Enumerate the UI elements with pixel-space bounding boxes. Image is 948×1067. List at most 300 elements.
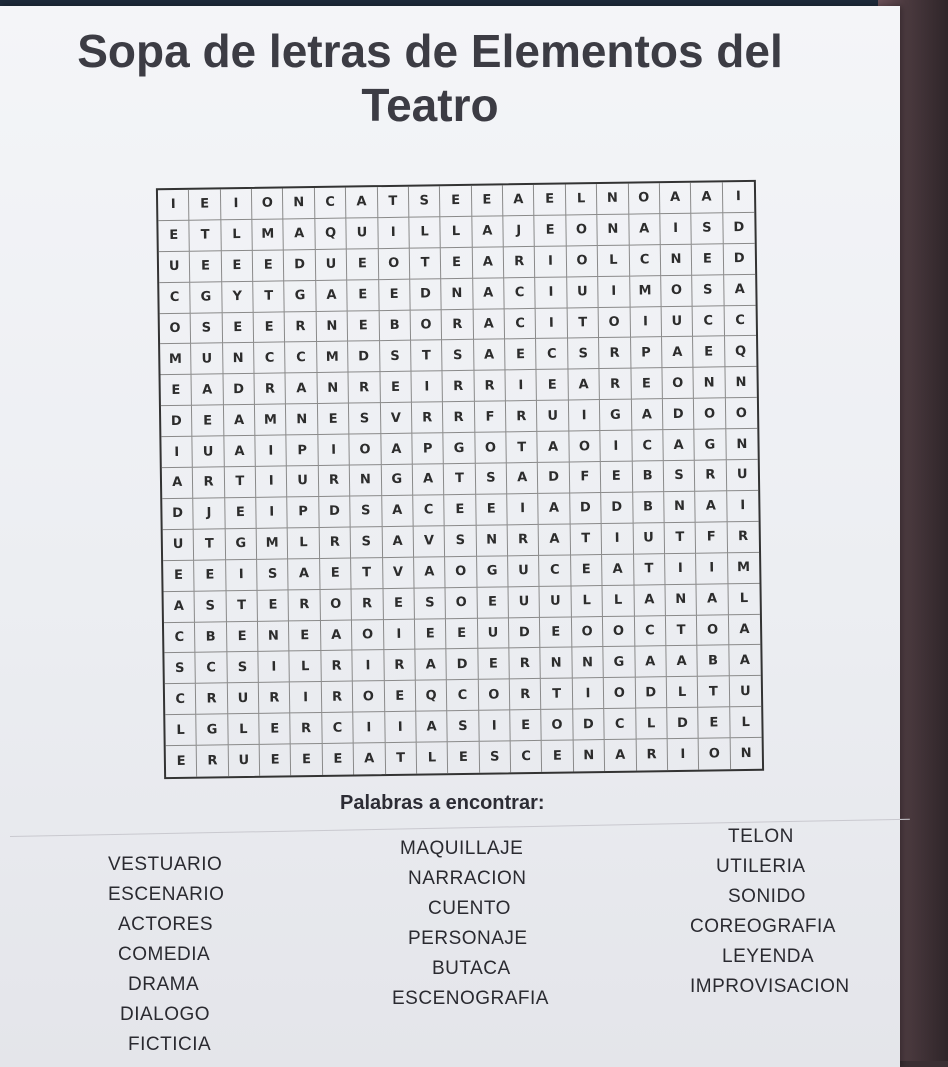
grid-cell: S xyxy=(351,527,383,558)
grid-cell: R xyxy=(321,651,353,682)
grid-cell: N xyxy=(541,648,573,679)
grid-cell: S xyxy=(475,463,507,494)
grid-cell: R xyxy=(695,460,727,491)
grid-cell: E xyxy=(348,311,380,342)
grid-cell: E xyxy=(222,312,254,343)
grid-cell: D xyxy=(161,406,193,437)
grid-cell: L xyxy=(409,217,441,248)
grid-cell: S xyxy=(568,339,600,370)
grid-cell: O xyxy=(475,433,507,464)
grid-cell: A xyxy=(539,524,571,555)
grid-cell: E xyxy=(192,406,224,437)
grid-cell: D xyxy=(723,213,755,244)
grid-cell: U xyxy=(228,683,260,714)
grid-cell: E xyxy=(537,370,569,401)
grid-cell: R xyxy=(319,527,351,558)
grid-cell: L xyxy=(228,714,260,745)
grid-cell: S xyxy=(164,653,196,684)
grid-cell: S xyxy=(692,275,724,306)
grid-cell: A xyxy=(660,183,692,214)
grid-cell: C xyxy=(604,709,636,740)
grid-cell: V xyxy=(414,526,446,557)
grid-cell: R xyxy=(352,589,384,620)
grid-cell: A xyxy=(354,743,386,774)
grid-cell: T xyxy=(253,281,285,312)
grid-cell: U xyxy=(537,401,569,432)
grid-cell: U xyxy=(163,530,195,561)
grid-cell: E xyxy=(347,280,379,311)
grid-cell: A xyxy=(224,405,256,436)
grid-cell: I xyxy=(665,553,697,584)
grid-cell: V xyxy=(383,557,415,588)
grid-cell: C xyxy=(504,278,536,309)
word-list-item: CUENTO xyxy=(428,898,511,919)
grid-cell: A xyxy=(316,280,348,311)
grid-cell: U xyxy=(729,676,761,707)
grid-cell: M xyxy=(255,405,287,436)
grid-cell: E xyxy=(166,746,198,777)
grid-cell: A xyxy=(634,585,666,616)
grid-cell: D xyxy=(723,244,755,275)
grid-cell: T xyxy=(410,248,442,279)
grid-cell: L xyxy=(290,651,322,682)
grid-cell: R xyxy=(504,247,536,278)
grid-cell: S xyxy=(448,711,480,742)
grid-cell: N xyxy=(665,584,697,615)
grid-cell: E xyxy=(258,590,290,621)
grid-cell: S xyxy=(445,526,477,557)
grid-cell: M xyxy=(252,219,284,250)
grid-cell: O xyxy=(604,678,636,709)
word-list-item: FICTICIA xyxy=(128,1034,212,1055)
grid-cell: G xyxy=(191,282,223,313)
grid-cell: A xyxy=(697,584,729,615)
grid-cell: O xyxy=(542,710,574,741)
grid-cell: N xyxy=(726,429,758,460)
grid-cell: S xyxy=(442,340,474,371)
grid-cell: B xyxy=(195,622,227,653)
grid-cell: D xyxy=(223,374,255,405)
grid-cell: U xyxy=(228,745,260,776)
grid-cell: M xyxy=(317,342,349,373)
grid-cell: L xyxy=(288,528,320,559)
grid-cell: E xyxy=(510,710,542,741)
grid-cell: R xyxy=(599,338,631,369)
grid-cell: A xyxy=(224,436,256,467)
grid-cell: L xyxy=(441,217,473,248)
grid-cell: T xyxy=(570,524,602,555)
word-list-item: PERSONAJE xyxy=(408,928,528,949)
grid-cell: U xyxy=(478,618,510,649)
grid-cell: L xyxy=(571,586,603,617)
grid-cell: A xyxy=(192,375,224,406)
grid-cell: I xyxy=(161,437,193,468)
grid-cell: G xyxy=(225,529,257,560)
grid-cell: N xyxy=(283,188,315,219)
grid-cell: P xyxy=(288,497,320,528)
grid-cell: A xyxy=(635,647,667,678)
grid-cell: A xyxy=(472,216,504,247)
grid-cell: S xyxy=(191,313,223,344)
grid-cell: B xyxy=(632,461,664,492)
grid-cell: D xyxy=(667,708,699,739)
grid-cell: I xyxy=(536,308,568,339)
grid-cell: D xyxy=(348,342,380,373)
grid-cell: A xyxy=(662,337,694,368)
grid-cell: I xyxy=(668,739,700,770)
grid-cell: E xyxy=(476,494,508,525)
grid-cell: E xyxy=(415,619,447,650)
grid-cell: O xyxy=(320,589,352,620)
grid-cell: G xyxy=(444,433,476,464)
grid-cell: R xyxy=(509,648,541,679)
grid-cell: S xyxy=(479,741,511,772)
grid-cell: I xyxy=(573,678,605,709)
grid-cell: N xyxy=(476,525,508,556)
grid-cell: I xyxy=(569,400,601,431)
grid-cell: A xyxy=(666,646,698,677)
grid-cell: I xyxy=(507,494,539,525)
grid-cell: G xyxy=(381,465,413,496)
grid-cell: A xyxy=(473,309,505,340)
grid-cell: I xyxy=(479,711,511,742)
grid-cell: O xyxy=(566,215,598,246)
grid-cell: E xyxy=(535,215,567,246)
grid-cell: B xyxy=(379,310,411,341)
grid-cell: E xyxy=(692,244,724,275)
grid-cell: E xyxy=(472,185,504,216)
grid-cell: I xyxy=(353,650,385,681)
grid-cell: I xyxy=(353,712,385,743)
grid-cell: A xyxy=(415,650,447,681)
grid-cell: E xyxy=(227,621,259,652)
grid-cell: D xyxy=(319,496,351,527)
grid-cell: O xyxy=(252,188,284,219)
grid-cell: U xyxy=(287,466,319,497)
grid-cell: I xyxy=(536,277,568,308)
grid-cell: S xyxy=(350,496,382,527)
grid-cell: B xyxy=(633,492,665,523)
grid-cell: I xyxy=(535,246,567,277)
grid-cell: A xyxy=(382,526,414,557)
grid-cell: E xyxy=(542,741,574,772)
grid-cell: E xyxy=(380,372,412,403)
grid-cell: R xyxy=(600,369,632,400)
page-title xyxy=(0,24,860,132)
word-list-item: COREOGRAFIA xyxy=(690,916,836,937)
grid-cell: A xyxy=(507,463,539,494)
grid-cell: U xyxy=(540,586,572,617)
grid-cell: E xyxy=(693,337,725,368)
grid-cell: A xyxy=(663,430,695,461)
grid-cell: V xyxy=(381,403,413,434)
grid-cell: L xyxy=(636,708,668,739)
grid-cell: L xyxy=(728,583,760,614)
grid-cell: T xyxy=(698,677,730,708)
grid-cell: C xyxy=(693,306,725,337)
grid-cell: E xyxy=(253,250,285,281)
grid-cell: E xyxy=(379,279,411,310)
grid-cell: C xyxy=(315,188,347,219)
grid-cell: M xyxy=(630,276,662,307)
word-list-item: SONIDO xyxy=(728,886,806,907)
grid-cell: F xyxy=(475,402,507,433)
grid-cell: I xyxy=(696,553,728,584)
grid-cell: D xyxy=(162,499,194,530)
grid-cell: U xyxy=(316,249,348,280)
grid-cell: T xyxy=(444,464,476,495)
grid-cell: U xyxy=(191,344,223,375)
word-list-item: COMEDIA xyxy=(118,944,211,965)
grid-cell: O xyxy=(353,681,385,712)
grid-cell: J xyxy=(194,498,226,529)
grid-cell: E xyxy=(222,251,254,282)
grid-cell: E xyxy=(259,714,291,745)
grid-cell: N xyxy=(316,311,348,342)
grid-cell: D xyxy=(635,677,667,708)
grid-cell: S xyxy=(664,461,696,492)
grid-cell: A xyxy=(346,187,378,218)
grid-cell: I xyxy=(660,214,692,245)
title-line-2: Teatro xyxy=(361,79,499,131)
grid-cell: E xyxy=(477,587,509,618)
grid-cell: P xyxy=(631,338,663,369)
word-list-item: LEYENDA xyxy=(722,946,815,967)
word-list-item: DRAMA xyxy=(128,974,200,995)
grid-cell: C xyxy=(632,430,664,461)
grid-cell: R xyxy=(193,467,225,498)
grid-cell: A xyxy=(539,493,571,524)
grid-cell: D xyxy=(447,649,479,680)
grid-cell: M xyxy=(160,344,192,375)
grid-cell: F xyxy=(570,462,602,493)
grid-cell: C xyxy=(159,282,191,313)
grid-cell: I xyxy=(385,712,417,743)
grid-cell: N xyxy=(350,465,382,496)
grid-cell: L xyxy=(730,707,762,738)
grid-cell: N xyxy=(661,245,693,276)
grid-cell: R xyxy=(510,679,542,710)
grid-cell: U xyxy=(347,218,379,249)
grid-cell: E xyxy=(347,249,379,280)
grid-cell: E xyxy=(445,495,477,526)
grid-cell: L xyxy=(566,184,598,215)
grid-cell: T xyxy=(226,590,258,621)
grid-cell: A xyxy=(286,373,318,404)
grid-cell: A xyxy=(381,434,413,465)
grid-cell: C xyxy=(165,684,197,715)
grid-cell: Q xyxy=(315,218,347,249)
grid-cell: O xyxy=(599,307,631,338)
grid-cell: T xyxy=(411,341,443,372)
grid-cell: D xyxy=(538,463,570,494)
grid-cell: S xyxy=(414,588,446,619)
grid-cell: T xyxy=(190,220,222,251)
words-heading: Palabras a encontrar: xyxy=(340,792,545,814)
grid-cell: D xyxy=(570,493,602,524)
grid-cell: N xyxy=(572,647,604,678)
grid-cell: A xyxy=(605,740,637,771)
grid-cell: I xyxy=(630,307,662,338)
grid-cell: E xyxy=(289,620,321,651)
grid-cell: M xyxy=(257,528,289,559)
grid-cell: O xyxy=(569,431,601,462)
grid-cell: T xyxy=(634,554,666,585)
grid-cell: D xyxy=(410,279,442,310)
grid-cell: Q xyxy=(725,336,757,367)
grid-cell: E xyxy=(383,588,415,619)
grid-cell: O xyxy=(662,368,694,399)
grid-cell: E xyxy=(601,462,633,493)
grid-cell: U xyxy=(633,523,665,554)
grid-cell: I xyxy=(158,190,190,221)
grid-cell: D xyxy=(573,709,605,740)
grid-cell: A xyxy=(164,591,196,622)
grid-cell: T xyxy=(541,679,573,710)
grid-cell: U xyxy=(567,277,599,308)
grid-cell: E xyxy=(189,189,221,220)
title-line-1: Sopa de letras de Elementos del xyxy=(77,25,783,77)
worksheet-page xyxy=(0,6,900,1067)
grid-cell: A xyxy=(321,620,353,651)
grid-cell: A xyxy=(729,614,761,645)
grid-cell: I xyxy=(256,466,288,497)
grid-cell: O xyxy=(160,313,192,344)
grid-cell: R xyxy=(727,522,759,553)
grid-cell: R xyxy=(508,525,540,556)
grid-cell: N xyxy=(597,215,629,246)
grid-cell: R xyxy=(285,312,317,343)
grid-cell: E xyxy=(323,744,355,775)
grid-cell: E xyxy=(254,312,286,343)
grid-cell: L xyxy=(165,715,197,746)
word-list-item: TELON xyxy=(728,826,794,847)
word-list-item: ESCENARIO xyxy=(108,884,225,905)
grid-cell: R xyxy=(291,713,323,744)
grid-cell: E xyxy=(698,707,730,738)
grid-cell: A xyxy=(414,557,446,588)
grid-cell: S xyxy=(349,403,381,434)
grid-cell: I xyxy=(255,436,287,467)
grid-cell: R xyxy=(636,739,668,770)
grid-cell: I xyxy=(600,431,632,462)
grid-cell: D xyxy=(284,250,316,281)
grid-cell: D xyxy=(509,617,541,648)
word-search-frame xyxy=(156,180,764,779)
grid-cell: T xyxy=(666,615,698,646)
grid-cell: C xyxy=(447,680,479,711)
grid-cell: O xyxy=(661,275,693,306)
grid-cell: O xyxy=(445,557,477,588)
grid-cell: U xyxy=(726,460,758,491)
grid-cell: G xyxy=(477,556,509,587)
grid-cell: A xyxy=(416,711,448,742)
grid-cell: A xyxy=(631,399,663,430)
grid-cell: I xyxy=(318,435,350,466)
grid-cell: O xyxy=(478,680,510,711)
grid-cell: O xyxy=(567,246,599,277)
grid-cell: I xyxy=(258,652,290,683)
grid-cell: A xyxy=(474,340,506,371)
grid-cell: J xyxy=(503,216,535,247)
word-list-item: VESTUARIO xyxy=(108,854,223,875)
grid-cell: T xyxy=(567,308,599,339)
grid-cell: R xyxy=(196,684,228,715)
grid-cell: O xyxy=(628,183,660,214)
grid-cell: C xyxy=(629,245,661,276)
grid-cell: T xyxy=(385,743,417,774)
grid-cell: S xyxy=(227,652,259,683)
grid-cell: E xyxy=(384,681,416,712)
grid-cell: N xyxy=(597,184,629,215)
grid-cell: N xyxy=(317,373,349,404)
grid-cell: R xyxy=(289,590,321,621)
word-list-item: ESCENOGRAFIA xyxy=(392,988,549,1009)
word-search-grid xyxy=(158,182,762,777)
grid-cell: G xyxy=(600,400,632,431)
grid-cell: E xyxy=(163,560,195,591)
grid-cell: S xyxy=(257,559,289,590)
grid-cell: C xyxy=(511,741,543,772)
grid-cell: E xyxy=(320,558,352,589)
grid-cell: O xyxy=(697,615,729,646)
grid-cell: A xyxy=(284,219,316,250)
grid-cell: C xyxy=(634,616,666,647)
grid-cell: N xyxy=(286,404,318,435)
grid-cell: C xyxy=(322,713,354,744)
grid-cell: R xyxy=(319,466,351,497)
grid-cell: U xyxy=(508,556,540,587)
grid-cell: D xyxy=(601,493,633,524)
grid-cell: A xyxy=(503,185,535,216)
grid-cell: R xyxy=(412,402,444,433)
grid-cell: R xyxy=(506,401,538,432)
grid-cell: I xyxy=(290,682,322,713)
grid-cell: O xyxy=(352,620,384,651)
grid-cell: N xyxy=(223,343,255,374)
grid-cell: A xyxy=(568,369,600,400)
grid-cell: C xyxy=(286,342,318,373)
grid-cell: I xyxy=(378,218,410,249)
grid-cell: L xyxy=(221,220,253,251)
grid-cell: T xyxy=(377,187,409,218)
grid-cell: U xyxy=(661,306,693,337)
grid-cell: E xyxy=(441,248,473,279)
word-list-item: BUTACA xyxy=(432,958,511,979)
grid-cell: O xyxy=(378,248,410,279)
grid-cell: I xyxy=(723,182,755,213)
grid-cell: O xyxy=(350,434,382,465)
grid-cell: C xyxy=(164,622,196,653)
grid-cell: A xyxy=(472,247,504,278)
word-list-item: IMPROVISACION xyxy=(690,976,850,997)
grid-cell: I xyxy=(602,523,634,554)
grid-cell: R xyxy=(443,371,475,402)
grid-cell: R xyxy=(259,683,291,714)
grid-cell: E xyxy=(540,617,572,648)
grid-cell: P xyxy=(287,435,319,466)
grid-cell: E xyxy=(318,404,350,435)
grid-cell: G xyxy=(695,429,727,460)
word-list-item: UTILERIA xyxy=(716,856,806,877)
grid-cell: U xyxy=(509,587,541,618)
grid-cell: Q xyxy=(416,681,448,712)
grid-cell: R xyxy=(255,374,287,405)
grid-cell: E xyxy=(158,221,190,252)
grid-cell: A xyxy=(724,275,756,306)
grid-cell: A xyxy=(629,214,661,245)
grid-cell: C xyxy=(724,305,756,336)
